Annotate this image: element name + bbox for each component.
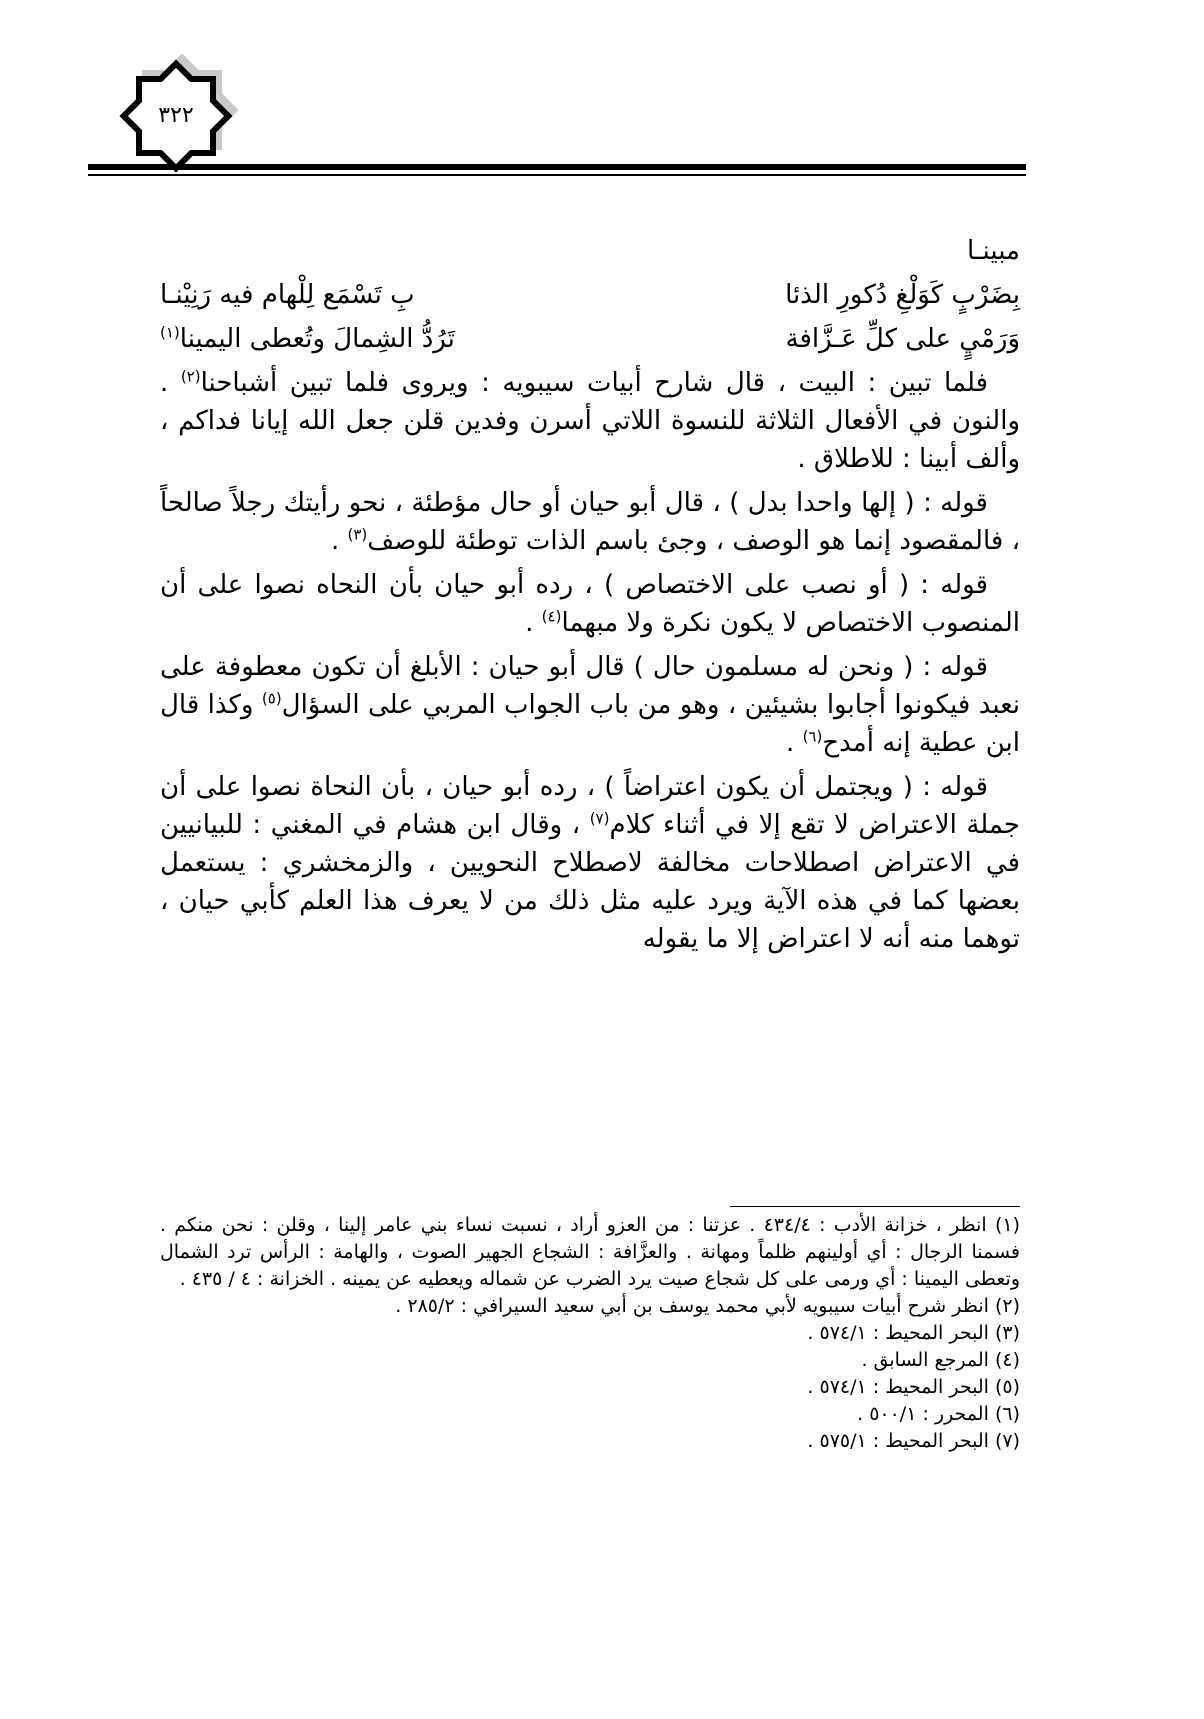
paragraph-text: قوله : ( إلها واحدا بدل ) ، قال أبو حيان أو حال مؤطئة ، نحو رأيتك رجلاً صالحاً ، فالمقصود إنما هو الوصف ، وجئ باسم الذات توطئة للوصف	[160, 488, 1020, 556]
verse-text: تَرُدُّ الشِمالَ وتُعطى اليمينا	[179, 324, 455, 354]
paragraph-text: قوله : ( ويجتمل أن يكون اعتراضاً ) ، رده أبو حيان ، بأن النحاة نصوا على أن جملة الاعتراض لا تقع إلا في أثناء كلام	[160, 772, 1020, 840]
verse-second-hemistich: بِ تَسْمَع لِلْهام فيه رَنِيْنـا	[160, 280, 415, 310]
footnote	[160, 1347, 1020, 1374]
page-number: ٣٢٢	[158, 102, 194, 128]
paragraph-text: .	[786, 728, 803, 758]
paragraph-text: قوله : ( ونحن له مسلمون حال ) قال أبو حيان : الأبلغ أن تكون معطوفة على نعبد فيكونوا أجابوا بشيئين ، وهو من باب الجواب المربي على السؤال	[160, 652, 1020, 720]
footnote-ref: (٥)	[261, 689, 282, 708]
verse-line	[160, 320, 1020, 358]
footnote-text: انظر شرح أبيات سيبويه لأبي محمد يوسف بن أبي سعيد السيرافي : ٢٨٥/٢ .	[395, 1295, 989, 1317]
main-text	[160, 232, 1020, 962]
footnote	[160, 1401, 1020, 1428]
footnote-number: (٥)	[994, 1376, 1020, 1398]
verse-line	[160, 276, 1020, 314]
paragraph	[160, 364, 1020, 478]
footnote-text: المرجع السابق .	[861, 1349, 989, 1371]
footnote-text: البحر المحيط : ٥٧٥/١ .	[807, 1430, 989, 1452]
footnote	[160, 1428, 1020, 1455]
footnote-number: (٦)	[994, 1403, 1020, 1425]
footnote	[160, 1212, 1020, 1293]
footnote-text: المحرر : ٥٠٠/١ .	[857, 1403, 989, 1425]
paragraph-text: فلما تبين : البيت ، قال شارح أبيات سيبويه : ويروى فلما تبين أشباحنا	[200, 368, 989, 398]
paragraph-text: . والنون في الأفعال الثلاثة للنسوة اللاتي أسرن وفدين قلن جعل الله إيانا فداكم ، وألف أبينا : للاطلاق .	[160, 368, 1020, 474]
paragraph	[160, 768, 1020, 958]
paragraph-text: .	[525, 608, 542, 638]
verse-first-hemistich: وَرَمْيٍ على كلِّ عَـزَّافة	[785, 324, 1020, 354]
paragraph-text: وكذا قال ابن عطية إنه أمدح	[160, 690, 1020, 758]
footnote-number: (٣)	[994, 1322, 1020, 1344]
paragraph	[160, 566, 1020, 642]
footnote-number: (٢)	[994, 1295, 1020, 1317]
footnote-number: (٧)	[994, 1430, 1020, 1452]
paragraph-text: قوله : ( أو نصب على الاختصاص ) ، رده أبو حيان بأن النحاه نصوا على أن المنصوب الاختصاص لا يكون نكرة ولا مبهما	[160, 570, 1020, 638]
footnote-separator	[730, 1206, 1020, 1207]
footnote-ref: (٤)	[541, 607, 562, 626]
footnote-ref: (٢)	[180, 367, 201, 386]
footnote	[160, 1320, 1020, 1347]
footnote-text: البحر المحيط : ٥٧٤/١ .	[807, 1376, 989, 1398]
footnote-text: انظر ، خزانة الأدب : ٤٣٤/٤ . عزتنا : من العزو أراد ، نسبت نساء بني عامر إلينا ، وقلن : نحن منكم . فسمنا الرجال : أي أولينهم ظلماً ومهانة . والعزَّافة : الشجاع الجهير الصوت ، والهامة : الرأس ترد الشمال وتعطى اليمينا : أي ورمى على كل شجاع صيت يرد الضرب عن شماله ويعطيه عن يمينه . الخزانة : ٤ / ٤٣٥ .	[160, 1214, 1020, 1290]
header-rule-thick	[88, 164, 1026, 170]
footnote	[160, 1374, 1020, 1401]
footnote-ref: (٣)	[347, 525, 368, 544]
footnotes	[160, 1212, 1020, 1455]
footnote-number: (٤)	[994, 1349, 1020, 1371]
paragraph	[160, 484, 1020, 560]
header-rule-thin	[88, 174, 1026, 176]
paragraph-text: ، وقال ابن هشام في المغني : للبيانيين في الاعتراض اصطلاحات مخالفة لاصطلاح النحويين ، والزمخشري : يستعمل بعضها كما في هذه الآية ويرد عليه مثل ذلك من لا يعرف هذا العلم كأبي حيان ، توهما منه أنه لا اعتراض إلا ما يقوله	[160, 810, 1020, 954]
footnote-text: البحر المحيط : ٥٧٤/١ .	[807, 1322, 989, 1344]
paragraph-text: .	[330, 526, 348, 556]
footnote	[160, 1293, 1020, 1320]
verse-second-hemistich	[160, 320, 455, 358]
footnote-ref: (١)	[160, 323, 180, 342]
footnote-ref: (٦)	[802, 727, 823, 746]
footnote-number: (١)	[994, 1214, 1020, 1236]
intro-word: مبينـا	[966, 236, 1020, 266]
verse-first-hemistich: بِضَرْبٍ كَوَلْغِ دُكورِ الذئا	[785, 280, 1020, 310]
paragraph	[160, 648, 1020, 762]
footnote-ref: (٧)	[589, 809, 610, 828]
